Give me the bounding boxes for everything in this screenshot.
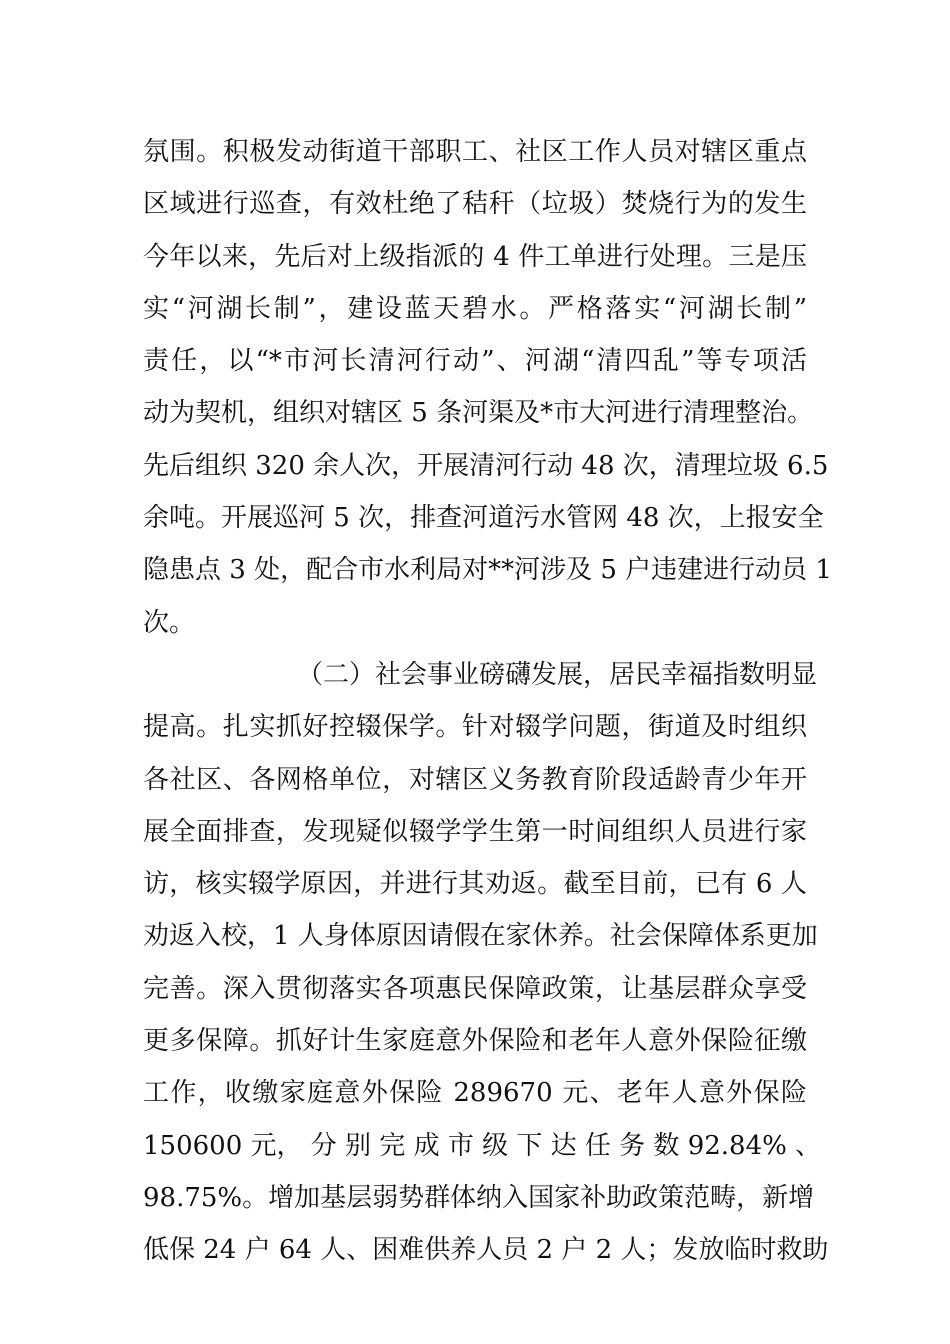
text-line: 今年以来，先后对上级指派的 4 件工单进行处理。三是压	[143, 241, 807, 272]
text-line: 提高。扎实抓好控辍保学。针对辍学问题，街道及时组织	[143, 712, 807, 743]
text-line: 访，核实辍学原因，并进行其劝返。截至目前，已有 6 人	[143, 869, 807, 900]
text-line: 氛围。积极发动街道干部职工、社区工作人员对辖区重点	[143, 137, 807, 167]
text-line: 更多保障。抓好计生家庭意外保险和老年人意外保险征缴	[143, 1026, 807, 1057]
text-line: 实“河湖长制”，建设蓝天碧水。严格落实“河湖长制”	[143, 293, 807, 324]
text-line: 次。	[143, 607, 196, 638]
text-line: 区域进行巡查，有效杜绝了秸秆（垃圾）焚烧行为的发生	[143, 189, 807, 220]
body-text	[143, 126, 832, 1277]
text-line: 劝返入校，1 人身体原因请假在家休养。社会保障体系更加	[143, 921, 818, 952]
text-line: 余吨。开展巡河 5 次，排查河道污水管网 48 次，上报安全	[143, 503, 824, 534]
text-line: 完善。深入贯彻落实各项惠民保障政策，让基层群众享受	[143, 973, 807, 1004]
text-line: 动为契机，组织对辖区 5 条河渠及*市大河进行清理整治。	[143, 398, 814, 429]
text-line: 低保 24 户 64 人、困难供养人员 2 户 2 人；发放临时救助	[143, 1235, 829, 1266]
text-line: 隐患点 3 处，配合市水利局对**河涉及 5 户违建进行动员 1	[143, 555, 832, 586]
section-heading-line: （二）社会事业磅礴发展，居民幸福指数明显	[297, 659, 818, 690]
text-line: 责任，以“*市河长清河行动”、河湖“清四乱”等专项活	[143, 346, 807, 377]
text-line: 150600 元， 分 别 完 成 市 级 下 达 任 务 数 92.84% 、	[143, 1130, 822, 1161]
text-line: 98.75%。增加基层弱势群体纳入国家补助政策范畴，新增	[143, 1182, 815, 1213]
text-line: 展全面排查，发现疑似辍学学生第一时间组织人员进行家	[143, 816, 807, 847]
text-line: 各社区、各网格单位，对辖区义务教育阶段适龄青少年开	[143, 764, 807, 795]
text-line: 工作，收缴家庭意外保险 289670 元、老年人意外保险	[143, 1078, 807, 1109]
text-line: 先后组织 320 余人次，开展清河行动 48 次，清理垃圾 6.5	[143, 450, 829, 481]
